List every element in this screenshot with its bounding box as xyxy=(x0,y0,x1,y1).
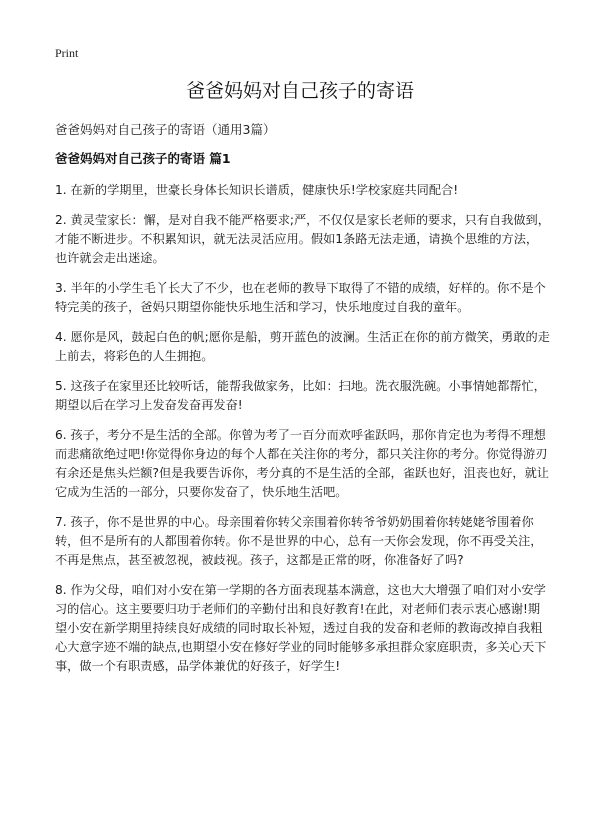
document-subtitle: 爸爸妈妈对自己孩子的寄语（通用3篇） xyxy=(55,122,276,137)
page-title: 爸爸妈妈对自己孩子的寄语 xyxy=(185,80,414,102)
paragraph-item: 2. 黄灵莹家长：懈，是对自我不能严格要求;严，不仅仅是家长老师的要求，只有自我做到，才能不断进步。不积累知识，就无法灵活应用。假如1条路无法走通，请换个思维的方法，也许就会走出迷途。 xyxy=(55,213,550,265)
paragraph-list xyxy=(55,181,550,687)
paragraph-item: 4. 愿你是风，鼓起白色的帆;愿你是船，剪开蓝色的波澜。生活正在你的前方微笑，勇敢的走上前去，将彩色的人生拥抱。 xyxy=(55,330,550,363)
paragraph-item: 5. 这孩子在家里还比较听话，能帮我做家务，比如：扫地。洗衣服洗碗。小事情她都帮忙，期望以后在学习上发奋发奋再发奋! xyxy=(55,379,546,412)
paragraph-item: 8. 作为父母，咱们对小安在第一学期的各方面表现基本满意，这也大大增强了咱们对小安学习的信心。这主要要归功于老师们的辛勤付出和良好教育!在此，对老师们表示衷心感谢!期望小安在新学期里持续良好成绩的同时取长补短，透过自我的发奋和老师的教诲改掉自我粗心大意字迹不端的缺点,也期望小安在修好学业的同时能够多承担群众家庭职责，多关心天下事，做一个有职责感，品学体兼优的好孩子，好学生! xyxy=(55,583,547,673)
section-heading: 爸爸妈妈对自己孩子的寄语 篇1 xyxy=(55,151,231,166)
paragraph-item: 3. 半年的小学生毛丫长大了不少，也在老师的教导下取得了不错的成绩，好样的。你不是个特完美的孩子，爸妈只期望你能快乐地生活和学习，快乐地度过自我的童年。 xyxy=(55,281,546,314)
paragraph-item: 1. 在新的学期里，世豪长身体长知识长谱质，健康快乐!学校家庭共同配合! xyxy=(55,183,459,197)
paragraph-item: 6. 孩子，考分不是生活的全部。你曾为考了一百分而欢呼雀跃吗，那你肯定也为考得不理想而悲痛欲绝过吧!你觉得你身边的每个人都在关注你的考分，都只关注你的考分。你觉得游刃有余还是焦头烂额?但是我要告诉你，考分真的不是生活的全部，雀跃也好，沮丧也好，就让它成为生活的一部分，只要你发奋了，快乐地生活吧。 xyxy=(55,428,549,499)
print-label[interactable]: Print xyxy=(55,46,79,60)
paragraph-item: 7. 孩子，你不是世界的中心。母亲围着你转父亲围着你转爷爷奶奶围着你转姥姥爷围着你转，但不是所有的人都围着你转。你不是世界的中心，总有一天你会发现，你不再受关注，不再是焦点，甚至被忽视，被歧视。孩子，这都是正常的呀，你准备好了吗? xyxy=(55,515,543,567)
